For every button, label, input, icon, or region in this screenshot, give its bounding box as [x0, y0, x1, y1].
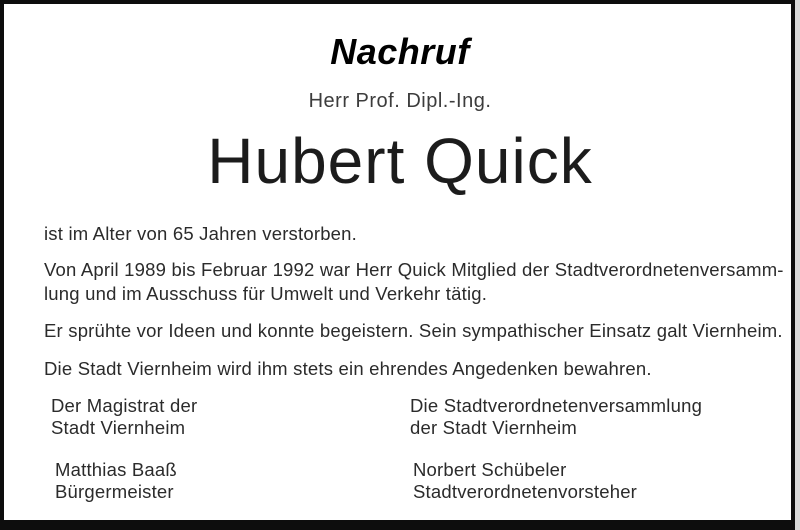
tribute-paragraph: Er sprühte vor Ideen und konnte begeistern. Sein sympathischer Einsatz galt Viernheim. [44, 320, 783, 341]
service-paragraph: Von April 1989 bis Februar 1992 war Herr Quick Mitglied der Stadtverordnetenversamm- lung und im Ausschuss für Umwelt und Verkehr tätig. [44, 259, 784, 304]
signatory-organization-stadtverordnetenversammlung: Die Stadtverordnetenversammlung der Stadt Viernheim [410, 395, 703, 438]
remembrance-paragraph: Die Stadt Viernheim wird ihm stets ein ehrendes Angedenken bewahren. [44, 358, 652, 379]
death-statement: ist im Alter von 65 Jahren verstorben. [44, 223, 357, 244]
signatory-organization-magistrat: Der Magistrat der Stadt Viernheim [51, 395, 198, 438]
signatory-person-buergermeister: Matthias Baaß Bürgermeister [55, 459, 177, 502]
notice-title: Nachruf [330, 31, 470, 72]
signatory-person-stadtverordnetenvorsteher: Norbert Schübeler Stadtverordnetenvorsteher [413, 459, 638, 502]
deceased-salutation: Herr Prof. Dipl.-Ing. [308, 90, 492, 112]
deceased-name: Hubert Quick [207, 125, 593, 197]
